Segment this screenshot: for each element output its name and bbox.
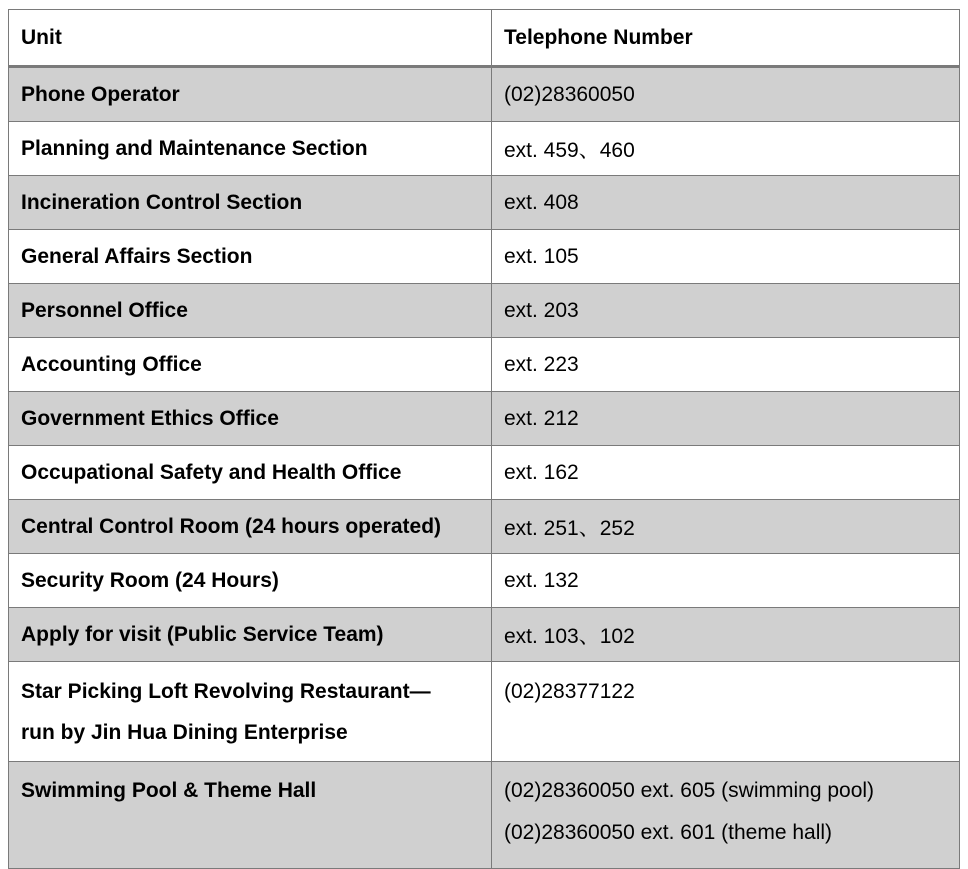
table-row xyxy=(9,67,960,122)
phone-cell: ext. 105 xyxy=(492,230,960,284)
unit-cell-line: run by Jin Hua Dining Enterprise xyxy=(21,721,348,744)
unit-cell: Phone Operator xyxy=(9,67,492,122)
unit-cell: Security Room (24 Hours) xyxy=(9,554,492,608)
unit-cell: Planning and Maintenance Section xyxy=(9,122,492,176)
phone-cell: ext. 459、460 xyxy=(492,122,960,176)
phone-cell: ext. 203 xyxy=(492,284,960,338)
phone-cell: ext. 132 xyxy=(492,554,960,608)
phone-cell: ext. 251、252 xyxy=(492,500,960,554)
phone-cell xyxy=(492,662,960,762)
unit-cell: Central Control Room (24 hours operated) xyxy=(9,500,492,554)
phone-cell: (02)28360050 xyxy=(492,67,960,122)
phone-cell: ext. 408 xyxy=(492,176,960,230)
contact-table xyxy=(8,9,960,869)
table-header-row xyxy=(9,10,960,67)
table-row xyxy=(9,500,960,554)
table-row xyxy=(9,662,960,762)
unit-cell: Government Ethics Office xyxy=(9,392,492,446)
header-telephone-number: Telephone Number xyxy=(492,10,960,67)
table-row xyxy=(9,176,960,230)
unit-cell: Accounting Office xyxy=(9,338,492,392)
table-row xyxy=(9,338,960,392)
unit-cell: Apply for visit (Public Service Team) xyxy=(9,608,492,662)
table-row xyxy=(9,230,960,284)
table-row xyxy=(9,446,960,500)
phone-cell: ext. 103、102 xyxy=(492,608,960,662)
unit-cell: General Affairs Section xyxy=(9,230,492,284)
table-row xyxy=(9,122,960,176)
unit-cell-line: Swimming Pool & Theme Hall xyxy=(21,779,317,802)
phone-cell: ext. 223 xyxy=(492,338,960,392)
unit-cell xyxy=(9,662,492,762)
unit-cell: Personnel Office xyxy=(9,284,492,338)
unit-cell xyxy=(9,762,492,869)
table-row xyxy=(9,554,960,608)
unit-cell: Incineration Control Section xyxy=(9,176,492,230)
phone-cell-line: (02)28360050 ext. 605 (swimming pool) xyxy=(504,779,875,802)
table-row xyxy=(9,608,960,662)
unit-cell-line: Star Picking Loft Revolving Restaurant— xyxy=(21,680,431,703)
table-row xyxy=(9,762,960,869)
phone-cell-line: (02)28377122 xyxy=(504,680,635,703)
table-row xyxy=(9,392,960,446)
header-unit: Unit xyxy=(9,10,492,67)
unit-cell: Occupational Safety and Health Office xyxy=(9,446,492,500)
phone-cell-line: (02)28360050 ext. 601 (theme hall) xyxy=(504,821,833,844)
phone-cell xyxy=(492,762,960,869)
phone-cell: ext. 162 xyxy=(492,446,960,500)
contact-table-container xyxy=(8,9,960,869)
table-row xyxy=(9,284,960,338)
phone-cell: ext. 212 xyxy=(492,392,960,446)
